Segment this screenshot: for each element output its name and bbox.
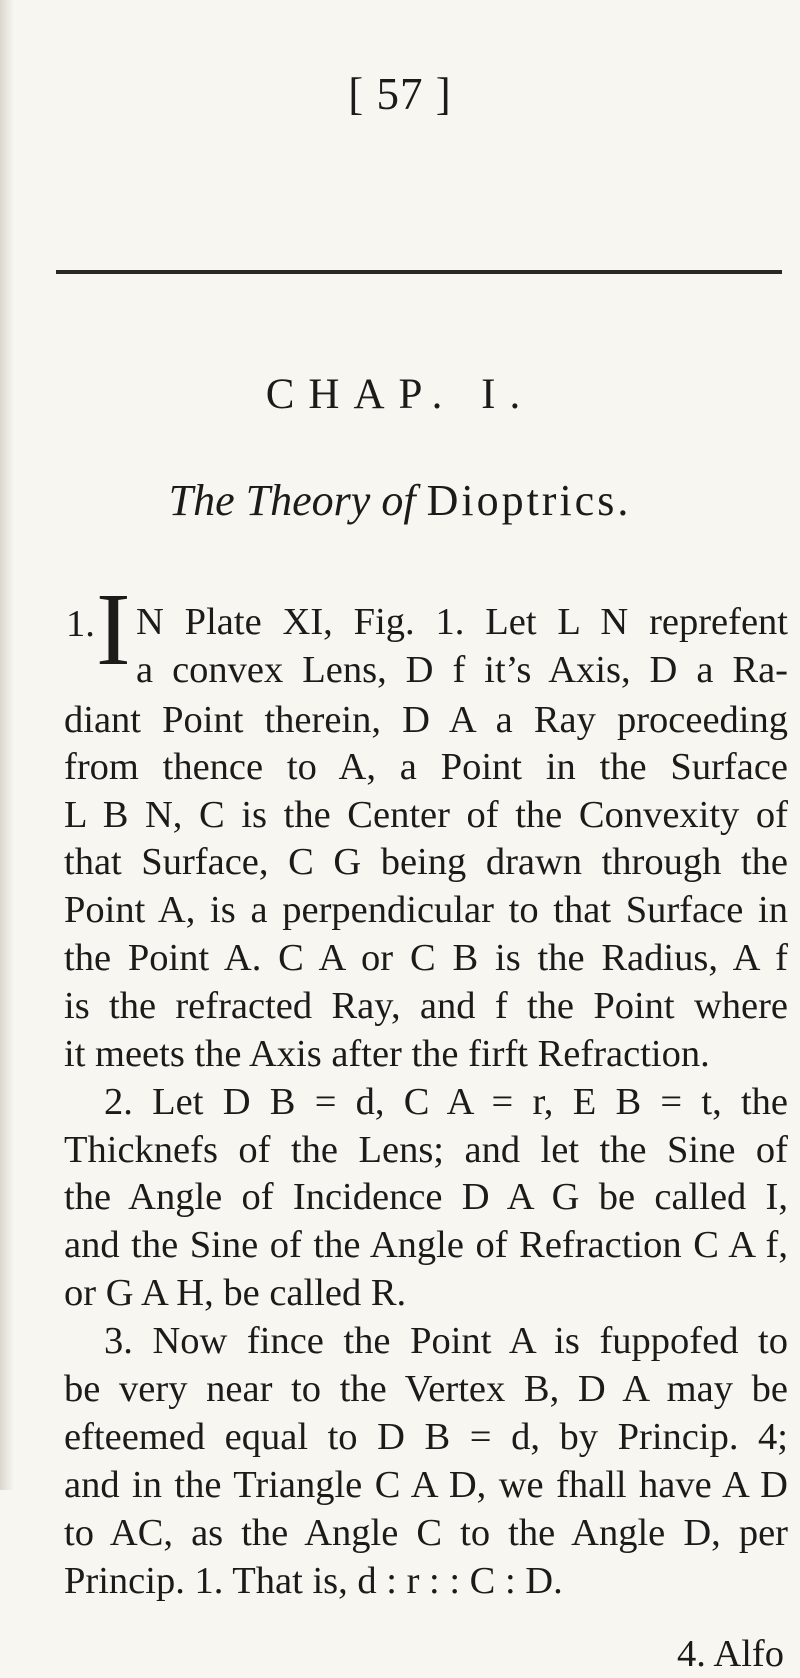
text-line: and the Sine of the Angle of Refraction C A f, bbox=[64, 1224, 788, 1266]
text-line: be very near to the Vertex B, D A may be bbox=[64, 1368, 788, 1410]
text-line: 3. Now fince the Point A is fuppofed to bbox=[104, 1320, 788, 1362]
text-line: Thicknefs of the Lens; and let the Sine of bbox=[64, 1129, 788, 1171]
text-line: a convex Lens, D f it’s Axis, D a Ra- bbox=[136, 649, 788, 691]
chapter-heading: CHAP. I. bbox=[265, 371, 535, 418]
text-line: that Surface, C G being drawn through the bbox=[64, 841, 788, 883]
text-line: or G A H, be called R. bbox=[64, 1272, 407, 1314]
paragraph-number: 1. bbox=[66, 603, 95, 645]
text-line: L B N, C is the Center of the Convexity of bbox=[64, 794, 788, 836]
chapter-title-italic: The Theory of bbox=[168, 476, 416, 525]
page-number: [ 57 ] bbox=[348, 69, 452, 119]
text-line: efteemed equal to D B = d, by Princip. 4; bbox=[64, 1416, 788, 1458]
text-line: diant Point therein, D A a Ray proceeding bbox=[64, 699, 788, 741]
text-line: the Point A. C A or C B is the Radius, A f bbox=[64, 937, 788, 979]
text-line: 2. Let D B = d, C A = r, E B = t, the bbox=[104, 1081, 788, 1123]
chapter-title-smallcaps: Dioptrics. bbox=[426, 476, 632, 525]
text-line: Princip. 1. That is, d : r : : C : D. bbox=[64, 1560, 563, 1602]
text-line: it meets the Axis after the firft Refraction. bbox=[64, 1033, 710, 1075]
text-line: and in the Triangle C A D, we fhall have A D bbox=[64, 1464, 788, 1506]
text-line: Point A, is a perpendicular to that Surface in bbox=[64, 889, 788, 931]
drop-cap: I bbox=[96, 572, 131, 687]
text-line: is the refracted Ray, and f the Point where bbox=[64, 985, 788, 1027]
catchword: 4. Alfo bbox=[677, 1633, 784, 1675]
text-line: the Angle of Incidence D A G be called I, bbox=[64, 1176, 788, 1218]
chapter-title bbox=[0, 475, 800, 526]
page-binding-shadow bbox=[0, 0, 14, 1490]
text-line: from thence to A, a Point in the Surface bbox=[64, 746, 788, 788]
text-line: to AC, as the Angle C to the Angle D, per bbox=[64, 1512, 788, 1554]
header-rule bbox=[56, 270, 782, 274]
text-line: N Plate XI, Fig. 1. Let L N reprefent bbox=[136, 601, 788, 643]
